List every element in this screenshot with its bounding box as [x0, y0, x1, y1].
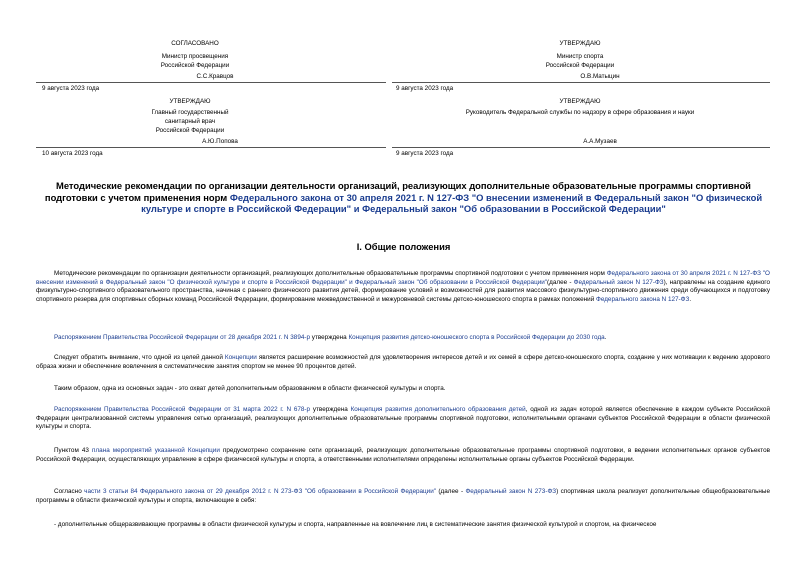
approval-position: Российской Федерации	[160, 62, 230, 69]
paragraph	[36, 406, 770, 432]
divider	[36, 147, 386, 148]
approval-heading: УТВЕРЖДАЮ	[559, 40, 601, 47]
paragraph-text: Методические рекомендации по организации деятельности организаций, реализующих дополнительные образовательные программы спортивной подготовки с учетом применения норм	[54, 270, 607, 277]
paragraph-text: утверждена	[310, 406, 351, 413]
paragraph	[36, 270, 770, 304]
law-link[interactable]: Федерального закона от 30 апреля 2021 г. N 127-ФЗ "О внесении изменений в Федеральный закон "О физической культуре и спорте в Российской Федерации" и Федеральный закон "Об образовании в Российской Федерации"	[141, 191, 763, 214]
approval-position: Министр спорта	[556, 53, 604, 60]
divider	[392, 82, 770, 83]
paragraph-text: Таким образом, одна из основных задач - это охват детей дополнительным образованием в области физической культуры и спорта.	[54, 385, 446, 392]
approval-signatory-name: О.В.Матыцин	[580, 73, 620, 80]
paragraph-text: является расширение возможностей для удовлетворения интересов детей и их семей в сфере детско-юношеского спорта, создание у них мотивации к ведению здорового образа жизни и обеспечение вовлечения в систематические занятия спортом не менее 90 процентов детей.	[36, 354, 770, 370]
paragraph-text: ), направлены на создание единого физкультурно-спортивного образовательного пространства, начиная с раннего физического развития детей, формирование условий и возможностей для развития массового физкультурно-спортивного движения среди обучающихся и подготовку спортивного резерва для спортивных сборных команд Российской Федерации, формирование межведомственной и межуровневой системы детско-юношеского спорта в рамках положений	[36, 278, 770, 303]
plan-link[interactable]: плана мероприятий указанной Концепции	[92, 447, 220, 454]
approval-date: 9 августа 2023 года	[396, 85, 454, 92]
paragraph	[36, 385, 770, 394]
document-title	[36, 180, 771, 215]
paragraph-text: Согласно	[54, 488, 85, 495]
approval-date: 9 августа 2023 года	[396, 150, 454, 157]
divider	[392, 147, 770, 148]
paragraph-text: , одной из задач которой является обеспечение в каждом субъекте Российской Федерации централизованной системы управления сетью организаций, реализующих дополнительные образовательные программы спортивной подготовки, исполнительными органами субъектов Российской Федерации в области физической культуры и спорта.	[36, 406, 771, 431]
paragraph-text: - дополнительные общеразвивающие программы в области физической культуры и спорта, направленные на вовлечение лиц в систематические занятия физической культурой и спортом, на физическое	[54, 521, 657, 528]
approval-position: Российской Федерации	[155, 127, 225, 134]
paragraph-text: Пунктом 43	[54, 447, 93, 454]
paragraph	[36, 447, 770, 464]
paragraph-text: (далее -	[436, 488, 466, 495]
law-link[interactable]: части 3 статьи 84 Федерального закона от 29 декабря 2012 г. N 273-ФЗ "Об образовании в Российской Федерации"	[84, 488, 437, 495]
paragraph	[36, 354, 770, 371]
approval-heading: УТВЕРЖДАЮ	[169, 98, 211, 105]
approval-position: Руководитель Федеральной службы по надзору в сфере образования и науки	[465, 109, 695, 116]
approval-signatory-name: А.А.Музаев	[583, 138, 617, 145]
law-link[interactable]: Федерального закона N 127-ФЗ	[596, 295, 690, 303]
approval-date: 9 августа 2023 года	[42, 85, 100, 92]
decree-link[interactable]: Распоряжением Правительства Российской Федерации от 28 декабря 2021 г. N 3894-р	[54, 334, 311, 341]
law-link[interactable]: Федеральный закон N 273-ФЗ	[465, 488, 557, 495]
paragraph-text: .	[689, 295, 692, 303]
paragraph-text: предусмотрено сохранение сети организаций, реализующих дополнительные образовательные программы спортивной подготовки, в ведении исполнительных органов субъектов Российской Федерации, осуществляющих управление в сфере физической культуры и спорта, а ответственными исполнителями определены исполнительные органы субъектов Российской Федерации.	[36, 447, 770, 463]
approval-heading: СОГЛАСОВАНО	[171, 40, 219, 47]
paragraph-text: (далее -	[547, 278, 574, 286]
paragraph-text: Следует обратить внимание, что одной из целей данной	[54, 354, 225, 361]
approval-signatory-name: А.Ю.Попова	[202, 138, 238, 145]
approval-position: Российской Федерации	[545, 62, 615, 69]
divider	[36, 82, 386, 83]
approval-position: Главный государственный	[151, 109, 229, 116]
approval-signatory-name: С.С.Кравцов	[196, 73, 234, 80]
paragraph	[36, 521, 770, 530]
approval-date: 10 августа 2023 года	[42, 150, 103, 157]
paragraph	[36, 334, 770, 343]
law-link[interactable]: Федерального закона от 30 апреля 2021 г. N 127-ФЗ "О внесении изменений в Федеральный закон "О физической культуре и спорте в Российской Федерации" и Федеральный закон "Об образовании в Российской Федерации"	[36, 270, 770, 286]
paragraph-text: утверждена	[310, 334, 349, 341]
concept-link[interactable]: Концепции	[224, 354, 257, 361]
approval-heading: УТВЕРЖДАЮ	[559, 98, 601, 105]
decree-link[interactable]: Распоряжением Правительства Российской Федерации от 31 марта 2022 г. N 678-р	[54, 406, 311, 413]
paragraph-text: ) спортивная школа реализует дополнительные общеобразовательные программы в области физической культуры и спорта, включающие в себя:	[36, 488, 771, 504]
paragraph	[36, 488, 770, 505]
law-link[interactable]: Федеральный закон N 127-ФЗ	[573, 278, 664, 286]
title-text: Методические рекомендации по организации деятельности организаций, реализующих дополнительные образовательные программы спортивной подготовки с учетом применения норм	[44, 180, 751, 203]
approval-position: санитарный врач	[164, 118, 216, 125]
concept-link[interactable]: Концепция развития детско-юношеского спорта в Российской Федерации до 2030 года	[348, 334, 605, 341]
section-title: I. Общие положения	[356, 241, 451, 252]
concept-link[interactable]: Концепция развития дополнительного образования детей	[350, 406, 526, 413]
paragraph-text: .	[604, 334, 607, 341]
approval-position: Министр просвещения	[161, 53, 229, 60]
